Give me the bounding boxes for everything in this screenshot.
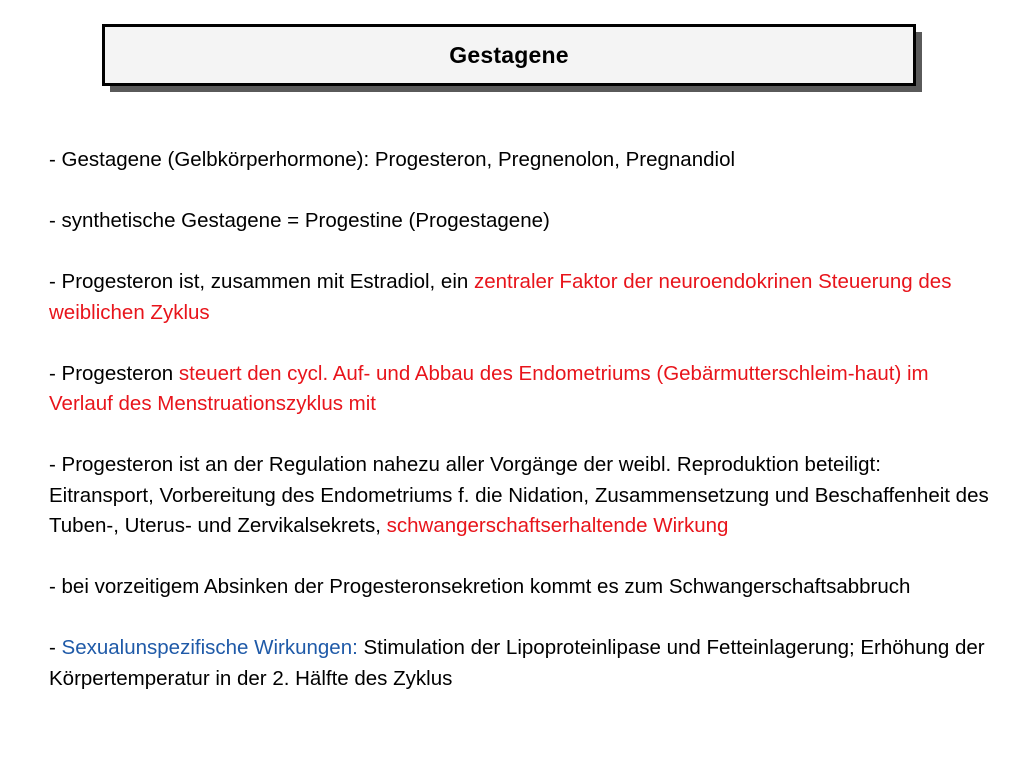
text-segment: - Progesteron <box>49 361 179 385</box>
paragraph-gestagene-list <box>49 145 989 176</box>
text-segment: - Progesteron ist, zusammen mit Estradiol, ein <box>49 270 474 293</box>
paragraph-nonsexual-effects <box>49 633 989 694</box>
title-box <box>102 24 916 86</box>
paragraph-endometrium <box>49 359 989 420</box>
text-segment: - Progesteron ist an der Regulation nahezu aller Vorgänge der weibl. Reproduktion beteiligt: Eitransport, Vorbereitung des Endometriums f. die Nidation, Zusammensetzung und Beschaffenheit des Tuben-, Uterus- und Zervikalsekrets, <box>49 453 989 537</box>
paragraph-reproduction-regulation <box>49 450 989 542</box>
text-segment: - synthetische Gestagene = Progestine (Progestagene) <box>49 209 550 232</box>
paragraph-progesterone-cycle-control <box>49 267 989 328</box>
slide-title: Gestagene <box>449 41 569 68</box>
text-segment: - <box>49 636 62 659</box>
highlight-red: zentraler Faktor der neuroendokrinen Steuerung des weiblichen Zyklus <box>49 270 952 324</box>
paragraph-synthetic-gestagens <box>49 206 989 237</box>
slide-body <box>49 145 989 694</box>
text-segment: Stimulation der Lipoproteinlipase und Fetteinlagerung; Erhöhung der Körpertemperatur in der 2. Hälfte des Zyklus <box>49 636 985 690</box>
highlight-red: schwangerschaftserhaltende Wirkung <box>386 514 729 537</box>
text-segment: - Gestagene (Gelbkörperhormone): Progesteron, Pregnenolon, Pregnandiol <box>49 148 736 171</box>
paragraph-abortion <box>49 572 989 603</box>
highlight-red: steuert den cycl. Auf- und Abbau des Endometriums (Gebärmutterschleim-haut) im Verlauf des Menstruationszyklus mit <box>49 361 929 415</box>
highlight-blue: Sexualunspezifische Wirkungen: <box>61 636 358 659</box>
text-segment: - bei vorzeitigem Absinken der Progesteronsekretion kommt es zum Schwangerschaftsabbruch <box>49 575 911 598</box>
